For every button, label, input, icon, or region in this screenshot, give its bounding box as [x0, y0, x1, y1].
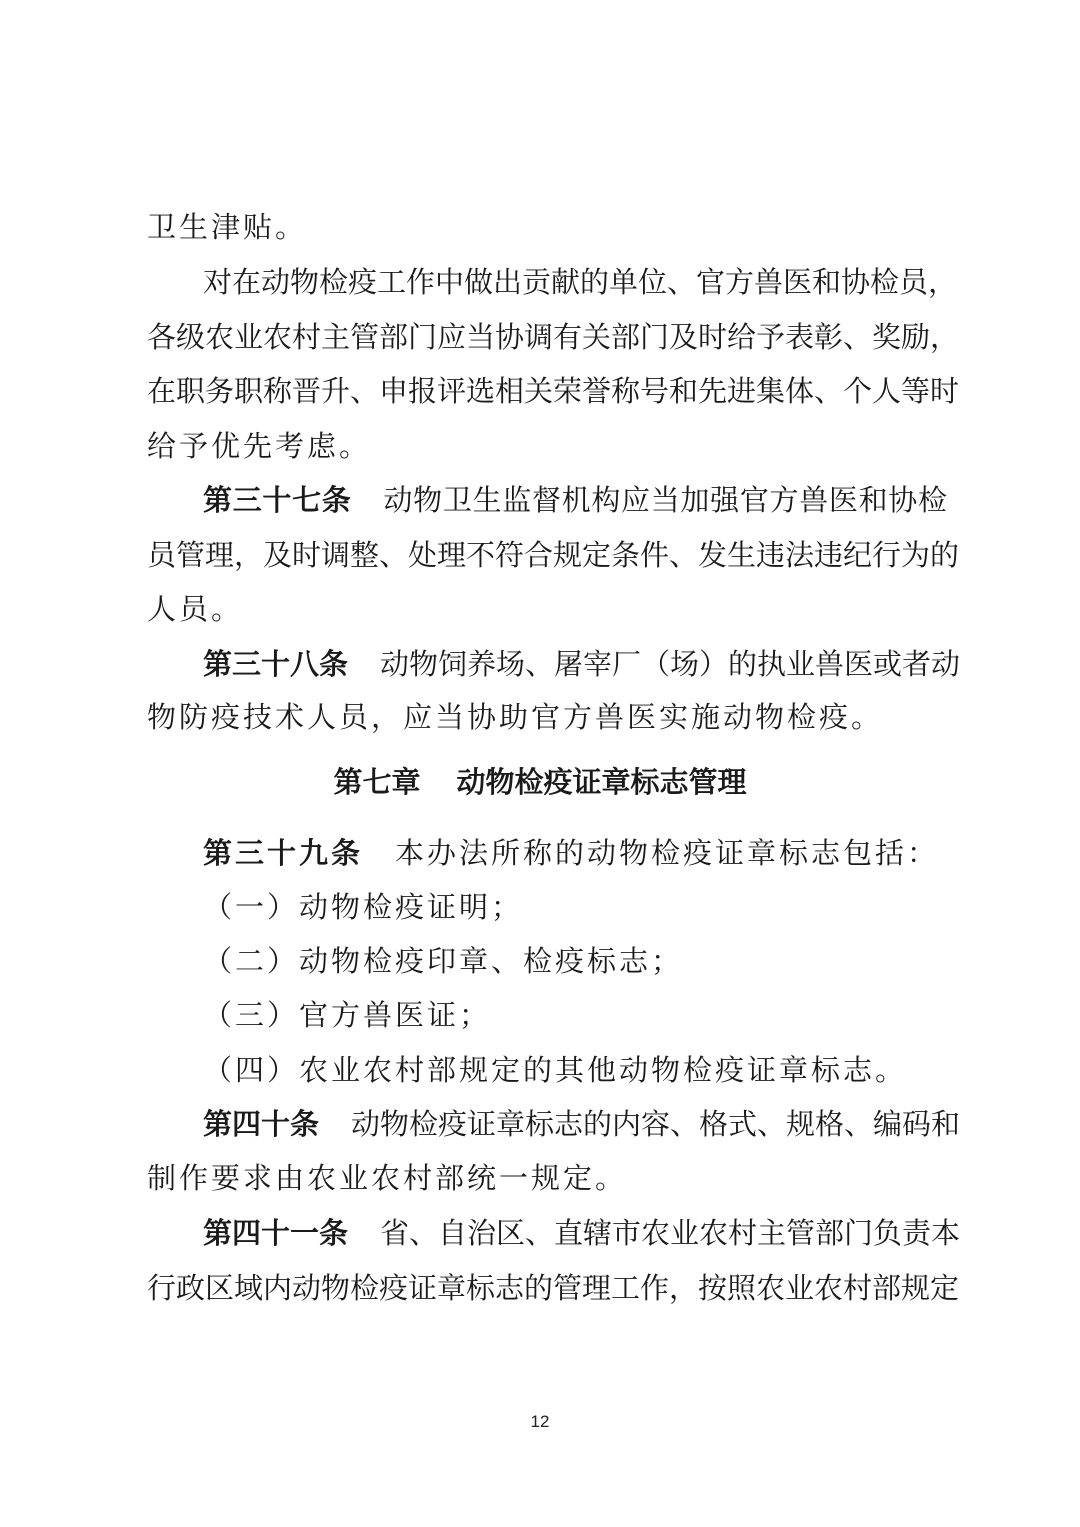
- article-label: 第三十七条: [203, 483, 352, 517]
- text-line: 人员。: [147, 592, 244, 626]
- text-line: 制作要求由农业农村部统一规定。: [147, 1161, 628, 1195]
- chapter-number: 第七章: [333, 765, 421, 799]
- text-line: 给予优先考虑。: [147, 429, 372, 463]
- article-label: 第三十八条: [203, 647, 349, 681]
- article-text: 省、自治区、直辖市农业农村主管部门负责本: [380, 1216, 961, 1250]
- text-line: 卫生津贴。: [147, 210, 308, 244]
- list-item: （四）农业农村部规定的其他动物检疫证章标志。: [203, 1053, 908, 1087]
- text-line: 物防疫技术人员，应当协助官方兽医实施动物检疫。: [147, 700, 884, 734]
- chapter-heading: [0, 762, 1080, 802]
- article-41: [203, 1213, 961, 1253]
- article-text: 动物检疫证章标志的内容、格式、规格、编码和: [351, 1107, 961, 1141]
- list-item: （一）动物检疫证明；: [203, 890, 524, 924]
- list-item: （三）官方兽医证；: [203, 998, 492, 1032]
- article-label: 第四十条: [203, 1107, 320, 1141]
- article-38: [203, 644, 961, 684]
- list-item: （二）动物检疫印章、检疫标志；: [203, 944, 684, 978]
- article-text: 本办法所称的动物检疫证章标志包括：: [395, 836, 940, 870]
- article-label: 第四十一条: [203, 1216, 349, 1250]
- text-line: 行政区域内动物检疫证章标志的管理工作，按照农业农村部规定: [147, 1271, 960, 1305]
- text-line: 员管理，及时调整、处理不符合规定条件、发生违法违纪行为的: [147, 538, 960, 572]
- article-text: 动物饲养场、屠宰厂（场）的执业兽医或者动: [380, 647, 961, 681]
- article-text: 动物卫生监督机构应当加强官方兽医和协检: [383, 483, 947, 517]
- chapter-title: 动物检疫证章标志管理: [456, 765, 747, 799]
- article-39: [203, 833, 947, 873]
- text-line: 在职务职称晋升、申报评选相关荣誉称号和先进集体、个人等时: [147, 374, 960, 408]
- text-line: 对在动物检疫工作中做出贡献的单位、官方兽医和协检员，: [203, 265, 958, 299]
- article-37: [203, 480, 947, 520]
- page-number: 12: [530, 1412, 550, 1431]
- text-line: 各级农业农村主管部门应当协调有关部门及时给予表彰、奖励，: [147, 320, 960, 354]
- article-label: 第三十九条: [203, 836, 364, 870]
- article-40: [203, 1104, 961, 1144]
